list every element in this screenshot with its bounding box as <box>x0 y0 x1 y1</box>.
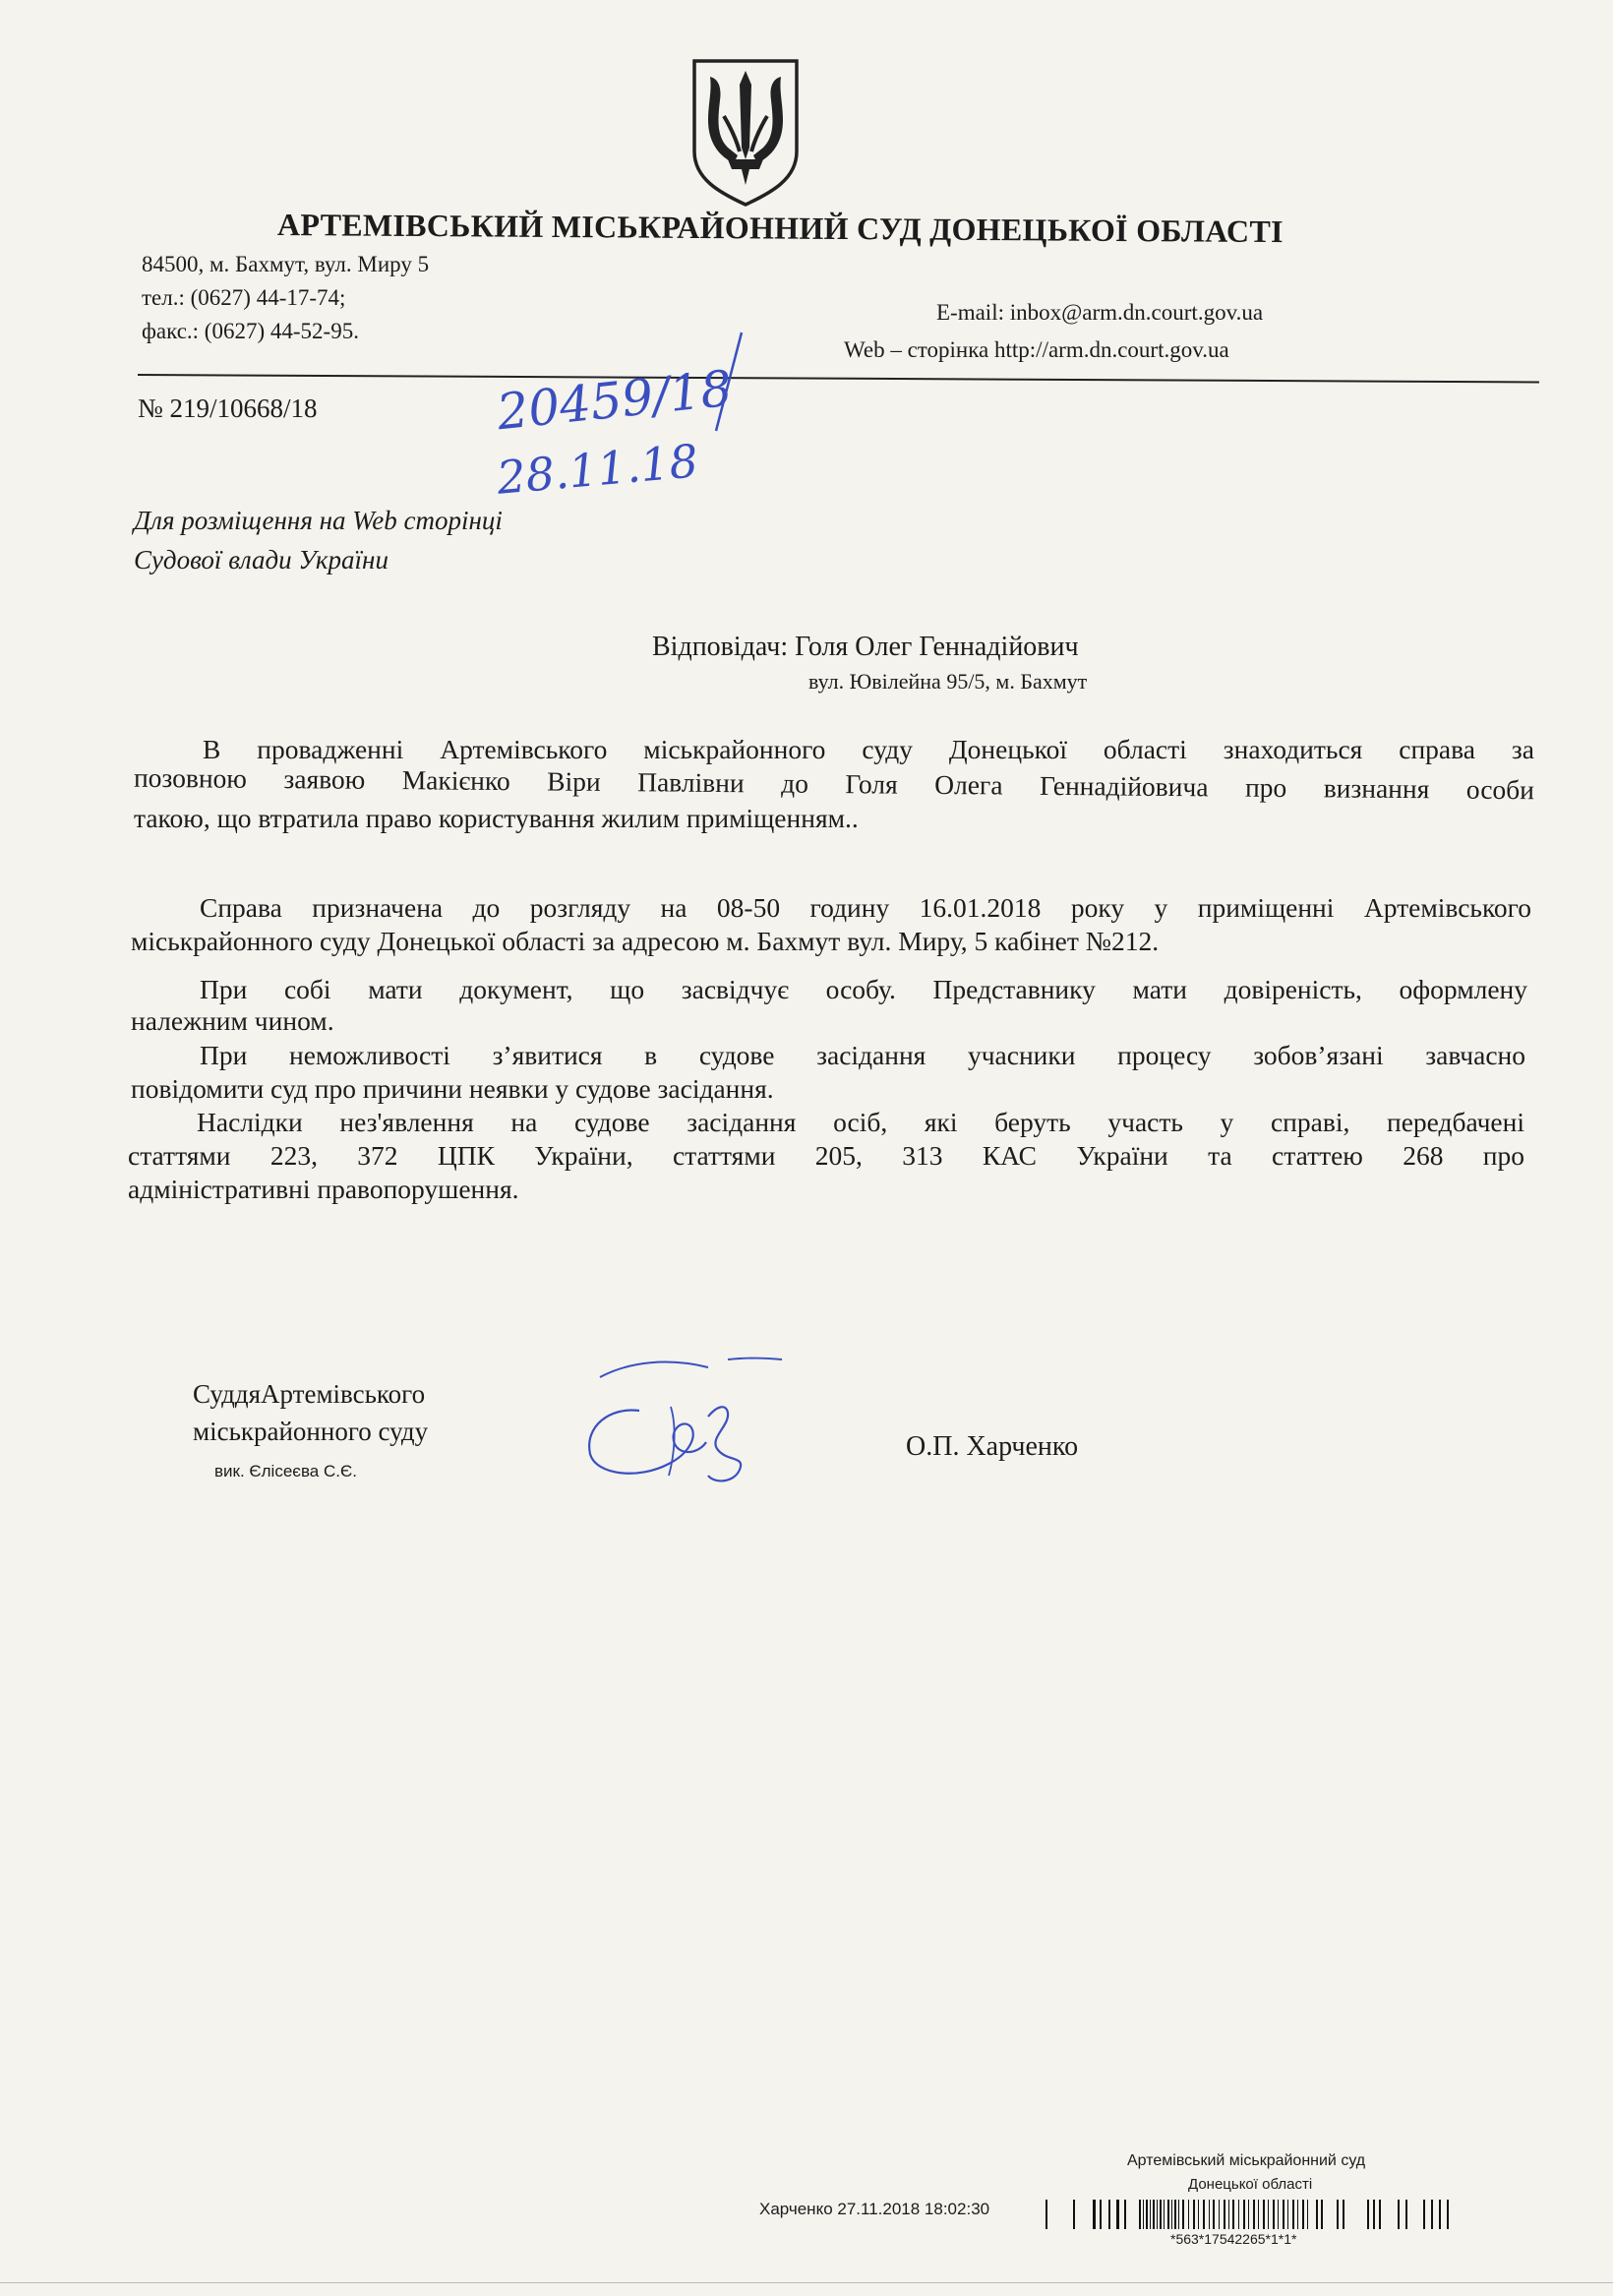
body-line: Наслідки нез'явлення на судове засідання осіб, які беруть участь у справі, передбачені <box>197 1107 1524 1137</box>
court-phone: тел.: (0627) 44-17-74; <box>142 285 346 310</box>
executor-name: вик. Єлісеєва С.Є. <box>214 1462 357 1480</box>
signatory-title-line1: СуддяАртемівського <box>193 1379 426 1409</box>
body-line: При неможливості з’явитися в судове засідання учасники процесу зобов’язані завчасно <box>200 1040 1525 1070</box>
signatory-title-line2: міськрайонного суду <box>193 1417 429 1446</box>
court-name: АРТЕМІВСЬКИЙ МІСЬКРАЙОННИЙ СУД ДОНЕЦЬКОЇ ОБЛАСТІ <box>276 207 1284 250</box>
body-line: позовною заявою Макієнко Віри Павлівни до Голя Олега Геннадійовича про визнання особи <box>133 761 1535 806</box>
stamp-court-line1: Артемівський міськрайонний суд <box>1127 2152 1366 2169</box>
paragraph-identity-document <box>131 974 1527 1037</box>
barcode-text: *563*17542265*1*1* <box>1170 2231 1297 2247</box>
body-line: міськрайонного суду Донецької області за адресою м. Бахмут вул. Миру, 5 кабінет №212. <box>131 926 1160 956</box>
document-number: № 219/10668/18 <box>138 393 318 423</box>
body-line: належним чином. <box>131 1005 334 1036</box>
body-line: повідомити суд про причини неявки у судове засідання. <box>131 1073 774 1104</box>
court-email: E-mail: inbox@arm.dn.court.gov.ua <box>936 300 1264 325</box>
body-line: Справа призначена до розгляду на 08-50 годину 16.01.2018 року у приміщенні Артемівського <box>200 892 1531 923</box>
body-line: статтями 223, 372 ЦПК України, статтями 205, 313 КАС України та статтею 268 про <box>128 1140 1524 1171</box>
body-line: В провадженні Артемівського міськрайонного суду Донецької області знаходиться справа за <box>203 734 1534 764</box>
body-line: такою, що втратила право користування жилим приміщенням.. <box>134 803 859 833</box>
court-web: Web – сторінка http://arm.dn.court.gov.ua <box>844 337 1229 362</box>
stamp-court-line2: Донецької області <box>1188 2176 1313 2193</box>
court-address: 84500, м. Бахмут, вул. Миру 5 <box>142 252 430 276</box>
coat-of-arms-emblem <box>688 57 803 207</box>
stamp-signed-by: Харченко 27.11.2018 18:02:30 <box>759 2200 990 2218</box>
paragraph-absence-notice <box>131 1039 1525 1106</box>
body-line: адміністративні правопорушення. <box>128 1174 519 1204</box>
handwritten-signature <box>561 1348 797 1495</box>
handwritten-registration-number: 20459/18 <box>494 359 735 442</box>
placement-note-line1: Для розміщення на Web сторінці <box>134 506 503 535</box>
page-bottom-edge <box>0 2282 1613 2283</box>
handwritten-slash <box>708 329 747 437</box>
body-line: При собі мати документ, що засвідчує особу. Представнику мати довіреність, оформлену <box>200 974 1527 1004</box>
judge-name: О.П. Харченко <box>906 1431 1079 1462</box>
handwritten-date: 28.11.18 <box>495 434 700 505</box>
paragraph-consequences <box>128 1106 1524 1206</box>
respondent-name: Відповідач: Голя Олег Геннадійович <box>652 632 1079 662</box>
paragraph-hearing-schedule <box>131 891 1531 958</box>
placement-note-line2: Судової влади України <box>134 545 388 574</box>
respondent-address: вул. Ювілейна 95/5, м. Бахмут <box>808 669 1088 694</box>
paragraph-case-description <box>134 732 1534 835</box>
court-fax: факс.: (0627) 44-52-95. <box>142 319 359 343</box>
header-divider <box>138 374 1539 383</box>
